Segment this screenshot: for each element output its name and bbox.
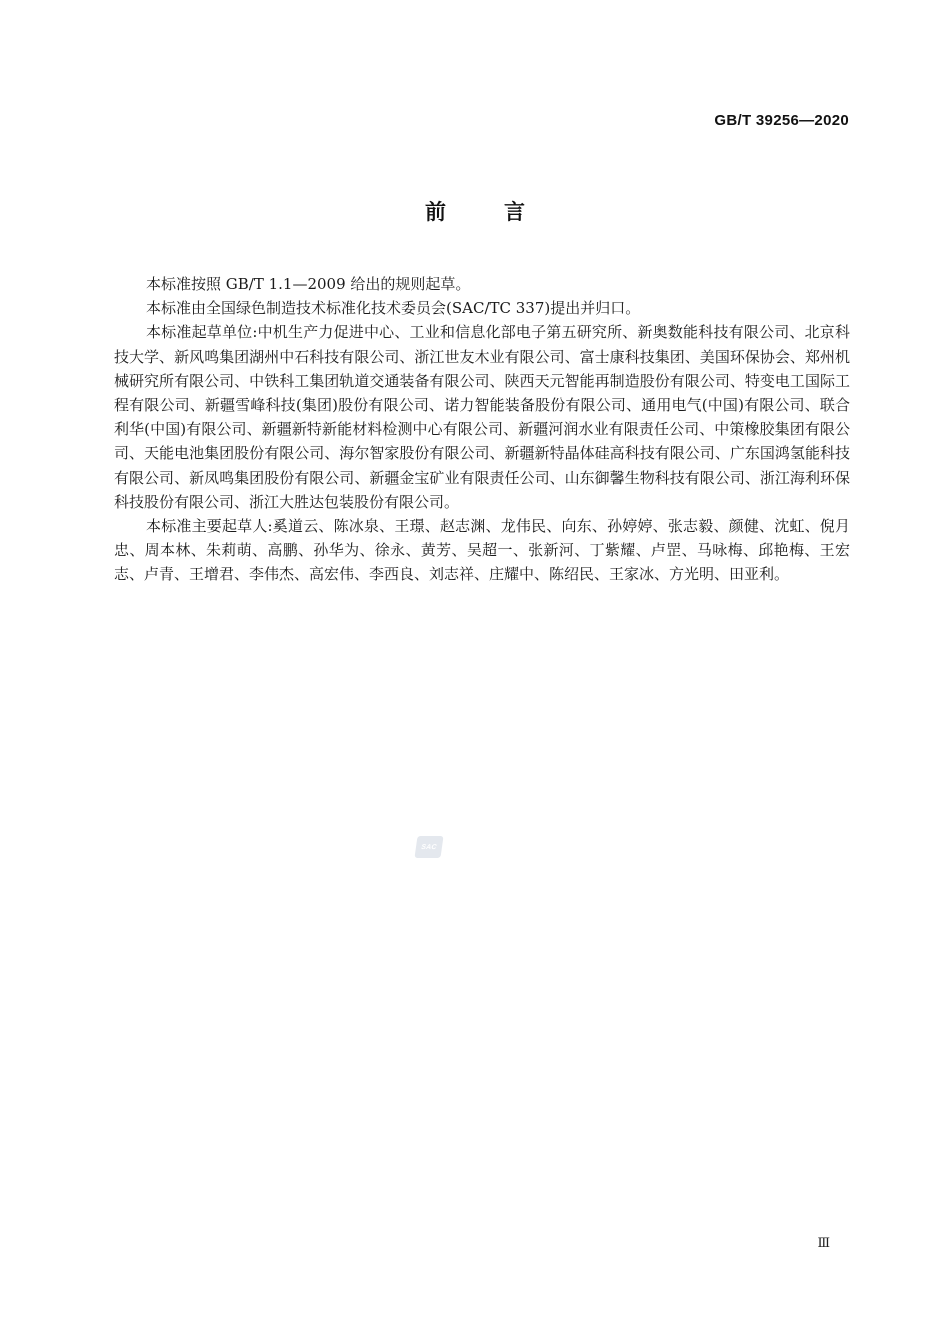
paragraph-proposer: 本标准由全国绿色制造技术标准化技术委员会(SAC/TC 337)提出并归口。 — [146, 299, 641, 318]
watermark-logo-text: SAC — [420, 843, 438, 851]
sac-watermark-logo — [414, 836, 443, 858]
page-number: Ⅲ — [817, 1236, 830, 1251]
page-title: 前言 — [425, 200, 583, 224]
paragraph-drafting-units: 本标准起草单位:中机生产力促进中心、工业和信息化部电子第五研究所、新奥数能科技有限公司、北京科技大学、新风鸣集团湖州中石科技有限公司、浙江世友木业有限公司、富士康科技集团、美国环保协会、郑州机械研究所有限公司、中铁科工集团轨道交通装备有限公司、陕西天元智能再制造股份有限公司、特变电工国际工程有限公司、新疆雪峰科技(集团)股份有限公司、诺力智能装备股份有限公司、通用电气(中国)有限公司、联合利华(中国)有限公司、新疆新特新能材料检测中心有限公司、新疆河润水业有限责任公司、中策橡胶集团有限公司、天能电池集团股份有限公司、海尔智家股份有限公司、新疆新特晶体硅高科技有限公司、广东国鸿氢能科技有限公司、新凤鸣集团股份有限公司、新疆金宝矿业有限责任公司、山东御馨生物科技有限公司、浙江海利环保科技股份有限公司、浙江大胜达包装股份有限公司。 — [114, 323, 850, 511]
paragraph-drafting-rules: 本标准按照 GB/T 1.1—2009 给出的规则起草。 — [146, 275, 471, 293]
foreword-body — [114, 272, 850, 587]
standard-code: GB/T 39256—2020 — [714, 112, 849, 129]
paragraph-drafters: 本标准主要起草人:奚道云、陈冰泉、王璟、赵志渊、龙伟民、向东、孙婷婷、张志毅、颜健、沈虹、倪月忠、周本林、朱莉萌、高鹏、孙华为、徐永、黄芳、吴超一、张新河、丁紫耀、卢罡、马咏梅、邱艳梅、王宏志、卢青、王增君、李伟杰、高宏伟、李西良、刘志祥、庄耀中、陈绍民、王家冰、方光明、田亚利。 — [114, 517, 850, 584]
